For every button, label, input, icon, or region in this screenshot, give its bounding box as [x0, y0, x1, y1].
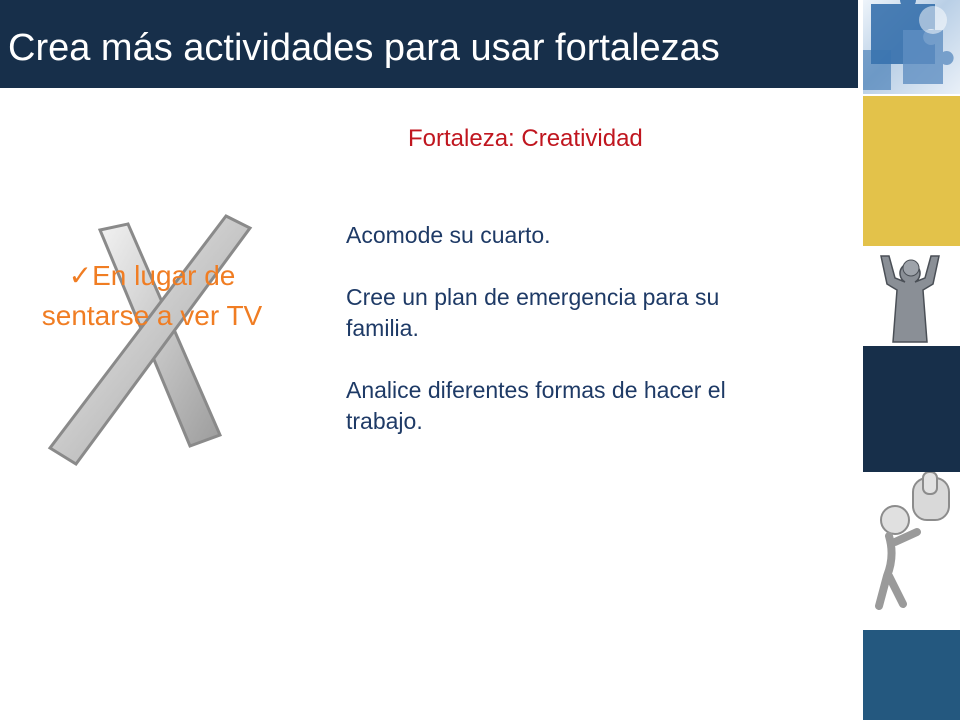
title-bar [0, 0, 858, 88]
puzzle-image [863, 0, 960, 94]
gold-block [863, 96, 960, 246]
blue-block [863, 630, 960, 720]
checkmark-icon: ✓ [68, 260, 93, 291]
x-cross-graphic [30, 210, 263, 480]
activity-item: Acomode su cuarto. [346, 222, 551, 248]
bullet-text: En lugar de sentarse a ver TV [41, 260, 263, 331]
strength-subtitle: Fortaleza: Creatividad [408, 125, 643, 152]
activity-item: Analice diferentes formas de hacer el trabajo. [346, 377, 726, 434]
slide-title: Crea más actividades para usar fortalezas [8, 27, 720, 69]
strongman-image [863, 246, 960, 346]
thumbs-up-figure-image [863, 472, 960, 630]
activity-list [346, 220, 766, 468]
navy-block [863, 346, 960, 472]
instead-of-tv-bullet [22, 256, 282, 336]
side-image-strip [863, 0, 960, 720]
activity-item: Cree un plan de emergencia para su familia. [346, 284, 720, 341]
